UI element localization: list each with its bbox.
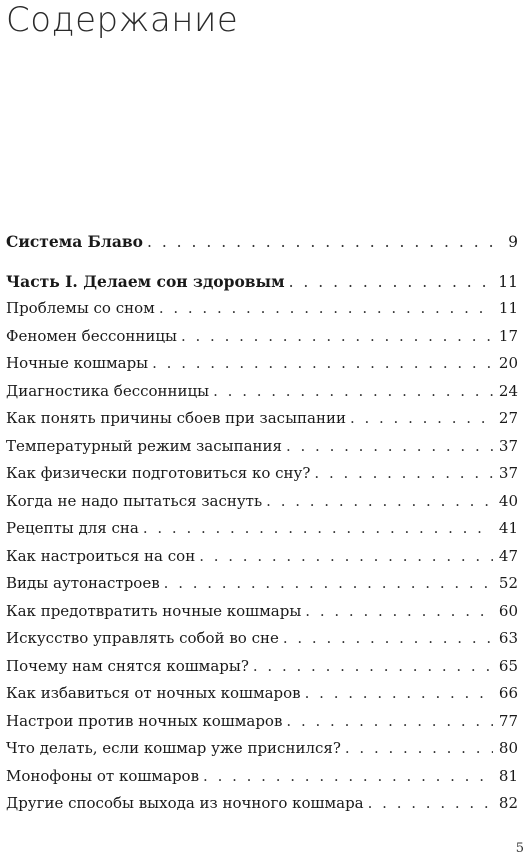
leader-dots: [213, 378, 493, 406]
leader-dots: [286, 708, 492, 736]
toc-entry-page: 66: [498, 684, 518, 702]
leader-dots: [286, 433, 493, 461]
leader-dots: [289, 269, 493, 297]
toc-entry-title: Что делать, если кошмар уже приснился?: [6, 739, 341, 757]
toc-entry-page: 81: [498, 766, 518, 785]
toc-entry-part-1[interactable]: [6, 268, 518, 296]
toc-entry[interactable]: [6, 323, 518, 351]
toc-entry-page: 24: [498, 381, 518, 400]
leader-dots: [314, 460, 492, 488]
toc-entry-page: 11: [498, 272, 518, 291]
toc-entry-page: 65: [498, 656, 518, 675]
toc-entry[interactable]: [6, 488, 518, 516]
toc-entry[interactable]: [6, 295, 518, 323]
toc-entry-page: 11: [498, 299, 518, 317]
toc-entry[interactable]: [6, 763, 518, 791]
leader-dots: [345, 735, 493, 763]
toc-entry-title: Как избавиться от ночных кошмаров: [6, 684, 301, 702]
toc-entry-page: 9: [508, 233, 518, 251]
toc-entry-page: 80: [498, 739, 518, 757]
toc-entry[interactable]: [6, 790, 518, 818]
toc-entry-sistema-blavo[interactable]: [6, 228, 518, 256]
toc-entry-title: Ночные кошмары: [6, 354, 149, 372]
toc-entry-page: 82: [498, 794, 518, 812]
toc-entry-page: 27: [498, 409, 518, 427]
toc-entry[interactable]: [6, 543, 518, 571]
leader-dots: [253, 653, 493, 681]
toc-entry-page: 77: [498, 711, 518, 730]
toc-entry[interactable]: [6, 570, 518, 598]
toc-entry-title: Как настроиться на сон: [6, 546, 196, 565]
toc-entry-title: Виды аутонастроев: [6, 574, 160, 592]
toc-entry-page: 20: [498, 354, 518, 372]
toc-entry[interactable]: [6, 625, 518, 653]
leader-dots: [350, 405, 493, 433]
leader-dots: [143, 515, 493, 543]
page-title: Содержание: [6, 0, 239, 40]
toc-entry-page: 41: [498, 519, 518, 537]
leader-dots: [305, 598, 493, 626]
leader-dots: [152, 350, 493, 378]
toc-entry[interactable]: [6, 350, 518, 378]
toc-entry[interactable]: [6, 405, 518, 433]
toc-entry-page: 60: [498, 601, 518, 620]
toc-entry-title: Монофоны от кошмаров: [6, 766, 200, 785]
toc-entry-title: Часть I. Делаем сон здоровым: [6, 271, 285, 291]
toc-entry-title: Как понять причины сбоев при засыпании: [6, 409, 346, 427]
toc-entry-title: Как предотвратить ночные кошмары: [6, 601, 302, 620]
leader-dots: [266, 488, 493, 516]
toc-entry-page: 37: [498, 436, 518, 455]
toc-entry[interactable]: [6, 598, 518, 626]
leader-dots: [164, 570, 493, 598]
toc-entry-title: Диагностика бессонницы: [6, 381, 210, 400]
toc-entry[interactable]: [6, 378, 518, 406]
toc-entry[interactable]: [6, 735, 518, 763]
toc-entry-page: 40: [498, 491, 518, 510]
toc-entry[interactable]: [6, 653, 518, 681]
toc-entry-page: 52: [498, 574, 518, 592]
toc-entry-title: Проблемы со сном: [6, 299, 155, 317]
toc-entry-title: Настрои против ночных кошмаров: [6, 711, 283, 730]
toc-entry-title: Рецепты для сна: [6, 519, 139, 537]
leader-dots: [305, 680, 493, 708]
toc-entry-title: Когда не надо пытаться заснуть: [6, 491, 263, 510]
leader-dots: [283, 625, 493, 653]
toc-entry-page: 47: [498, 546, 518, 565]
toc-entry[interactable]: [6, 433, 518, 461]
leader-dots: [203, 763, 493, 791]
toc-entry-title: Как физически подготовиться ко сну?: [6, 464, 311, 482]
toc-entry-page: 37: [498, 464, 518, 482]
toc-entry-title: Система Блаво: [6, 232, 143, 251]
toc-entry-title: Другие способы выхода из ночного кошмара: [6, 794, 364, 812]
leader-dots: [181, 323, 493, 351]
page-number: 5: [515, 841, 524, 856]
toc-entry[interactable]: [6, 708, 518, 736]
leader-dots: [368, 790, 493, 818]
toc-entry-title: Почему нам снятся кошмары?: [6, 656, 249, 675]
toc-entry[interactable]: [6, 680, 518, 708]
toc-entry[interactable]: [6, 460, 518, 488]
toc-entry-page: 63: [498, 629, 518, 647]
leader-dots: [159, 295, 493, 323]
toc-entry[interactable]: [6, 515, 518, 543]
leader-dots: [199, 543, 493, 571]
leader-dots: [147, 229, 496, 257]
toc-entry-page: 17: [498, 326, 518, 345]
table-of-contents: [6, 228, 518, 818]
toc-entry-title: Феномен бессонницы: [6, 326, 177, 345]
toc-entry-title: Температурный режим засыпания: [6, 436, 282, 455]
toc-entry-title: Искусство управлять собой во сне: [6, 629, 279, 647]
